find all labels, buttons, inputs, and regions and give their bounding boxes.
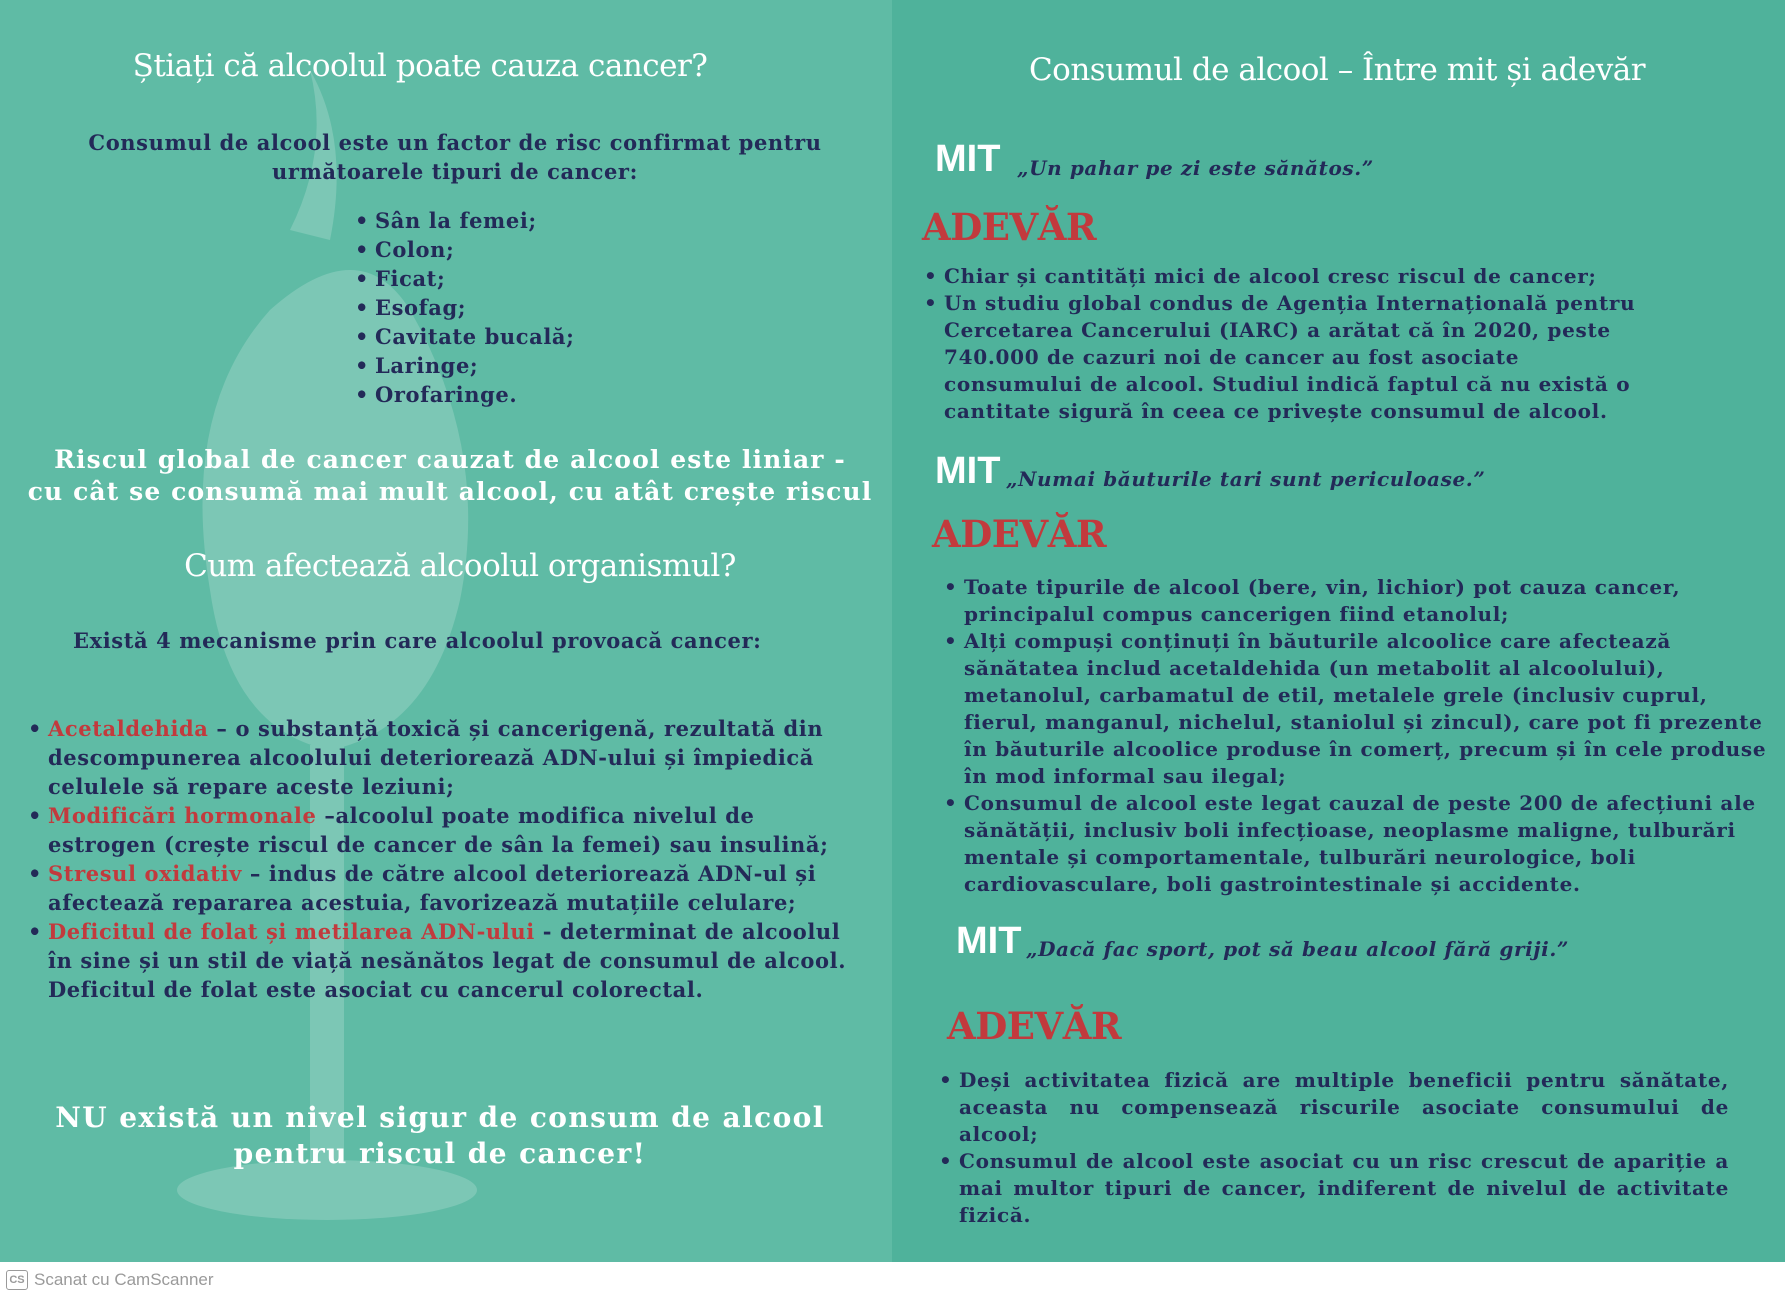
adevar-label: ADEVĂR xyxy=(922,205,1097,249)
mechanism-term: Deficitul de folat și metilarea ADN-ului xyxy=(48,919,535,944)
list-item xyxy=(28,801,858,859)
closing-line-2: pentru riscul de cancer! xyxy=(233,1137,647,1170)
scanner-footer xyxy=(0,1262,1785,1297)
cancer-types-list xyxy=(355,206,675,409)
left-title-2: Cum afectează alcoolul organismul? xyxy=(184,548,736,584)
mechanism-term: Modificări hormonale xyxy=(48,803,317,828)
list-item: • Laringe; xyxy=(355,351,675,380)
adevar-label: ADEVĂR xyxy=(947,1004,1122,1048)
list-item: • Alți compuși conținuți în băuturile alcoolice care afectează sănătatea includ acetaldehida (un metabolit al alcoolului), metanolul, carbamatul de etil, metalele grele (inclusiv cuprul, fierul, manganul, nichelul, staniolul și zincul), care pot fi prezente în băuturile alcoolice produse în comerț, precum și în cele produse în mod informal sau ilegal; xyxy=(944,628,1774,790)
adevar-label: ADEVĂR xyxy=(932,512,1107,556)
left-panel xyxy=(0,0,892,1262)
mit-label: MIT xyxy=(956,920,1022,962)
list-item xyxy=(28,917,858,1004)
left-title: Știați că alcoolul poate cauza cancer? xyxy=(132,48,708,84)
list-item: • Colon; xyxy=(355,235,675,264)
right-panel xyxy=(892,0,1785,1262)
risk-statement xyxy=(20,444,880,508)
list-item: • Un studiu global condus de Agenția Internațională pentru Cercetarea Cancerului (IARC) a arătat că în 2020, peste 740.000 de cazuri noi de cancer au fost asociate consumului de alcool. Studiul indică faptul că nu există o cantitate sigură în ceea ce privește consumul de alcool. xyxy=(924,290,1664,425)
list-item xyxy=(28,714,858,801)
myth-quote: „Numai băuturile tari sunt periculoase.” xyxy=(1006,467,1486,491)
closing-line-1: NU există un nivel sigur de consum de alcool xyxy=(55,1101,825,1134)
list-item: • Consumul de alcool este asociat cu un risc crescut de apariție a mai multor tipuri de cancer, indiferent de nivelul de activitate fizică. xyxy=(939,1148,1729,1229)
risk-line-1: Riscul global de cancer cauzat de alcool este liniar - xyxy=(54,445,846,474)
camscanner-logo-icon: CS xyxy=(6,1270,28,1290)
list-item: • Ficat; xyxy=(355,264,675,293)
mechanism-term: Acetaldehida xyxy=(48,716,209,741)
list-item: • Deși activitatea fizică are multiple beneficii pentru sănătate, aceasta nu compensează riscurile asociate consumului de alcool; xyxy=(939,1067,1729,1148)
truth-list xyxy=(939,1067,1729,1229)
list-item: • Orofaringe. xyxy=(355,380,675,409)
list-item xyxy=(28,859,858,917)
mit-label: MIT xyxy=(935,450,1001,492)
list-item: • Consumul de alcool este legat cauzal de peste 200 de afecțiuni ale sănătății, inclusiv boli infecțioase, neoplasme maligne, tulburări mentale și comportamentale, tulburări neurologice, boli cardiovasculare, boli gastrointestinale și accidente. xyxy=(944,790,1774,898)
right-title: Consumul de alcool – Între mit și adevăr xyxy=(1028,52,1646,88)
mechanism-text: –alcoolul poate modifica nivelul de estrogen (crește riscul de cancer de sân la femei) sau insulină; xyxy=(48,803,829,857)
scanner-watermark-text: Scanat cu CamScanner xyxy=(34,1270,214,1289)
myth-quote: „Un pahar pe zi este sănătos.” xyxy=(1017,156,1374,180)
mit-label: MIT xyxy=(935,138,1001,180)
risk-line-2: cu cât se consumă mai mult alcool, cu atât crește riscul xyxy=(27,477,873,506)
closing-statement xyxy=(20,1100,860,1172)
intro-text: Consumul de alcool este un factor de risc confirmat pentru următoarele tipuri de cancer: xyxy=(88,130,822,184)
myth-quote: „Dacă fac sport, pot să beau alcool fără griji.” xyxy=(1026,937,1569,961)
list-item: • Cavitate bucală; xyxy=(355,322,675,351)
mechanisms-list xyxy=(28,714,858,1004)
truth-list xyxy=(944,574,1774,898)
mechanisms-intro: Există 4 mecanisme prin care alcoolul provoacă cancer: xyxy=(73,628,762,653)
list-item: • Sân la femei; xyxy=(355,206,675,235)
truth-list xyxy=(924,263,1664,425)
mechanism-text: – o substanță toxică și cancerigenă, rezultată din descompunerea alcoolului deteriorează ADN-ului și împiedică celulele să repare aceste leziuni; xyxy=(48,716,824,799)
list-item: • Esofag; xyxy=(355,293,675,322)
mechanism-text: - determinat de alcoolul în sine și un stil de viață nesănătos legat de consumul de alcool. Deficitul de folat este asociat cu cancerul colorectal. xyxy=(48,919,847,1002)
list-item: • Chiar și cantități mici de alcool cresc riscul de cancer; xyxy=(924,263,1664,290)
mechanism-term: Stresul oxidativ xyxy=(48,861,242,886)
list-item: • Toate tipurile de alcool (bere, vin, lichior) pot cauza cancer, principalul compus cancerigen fiind etanolul; xyxy=(944,574,1774,628)
mechanism-text: – indus de către alcool deteriorează ADN-ul și afectează repararea acestuia, favorizează mutațiile celulare; xyxy=(48,861,817,915)
